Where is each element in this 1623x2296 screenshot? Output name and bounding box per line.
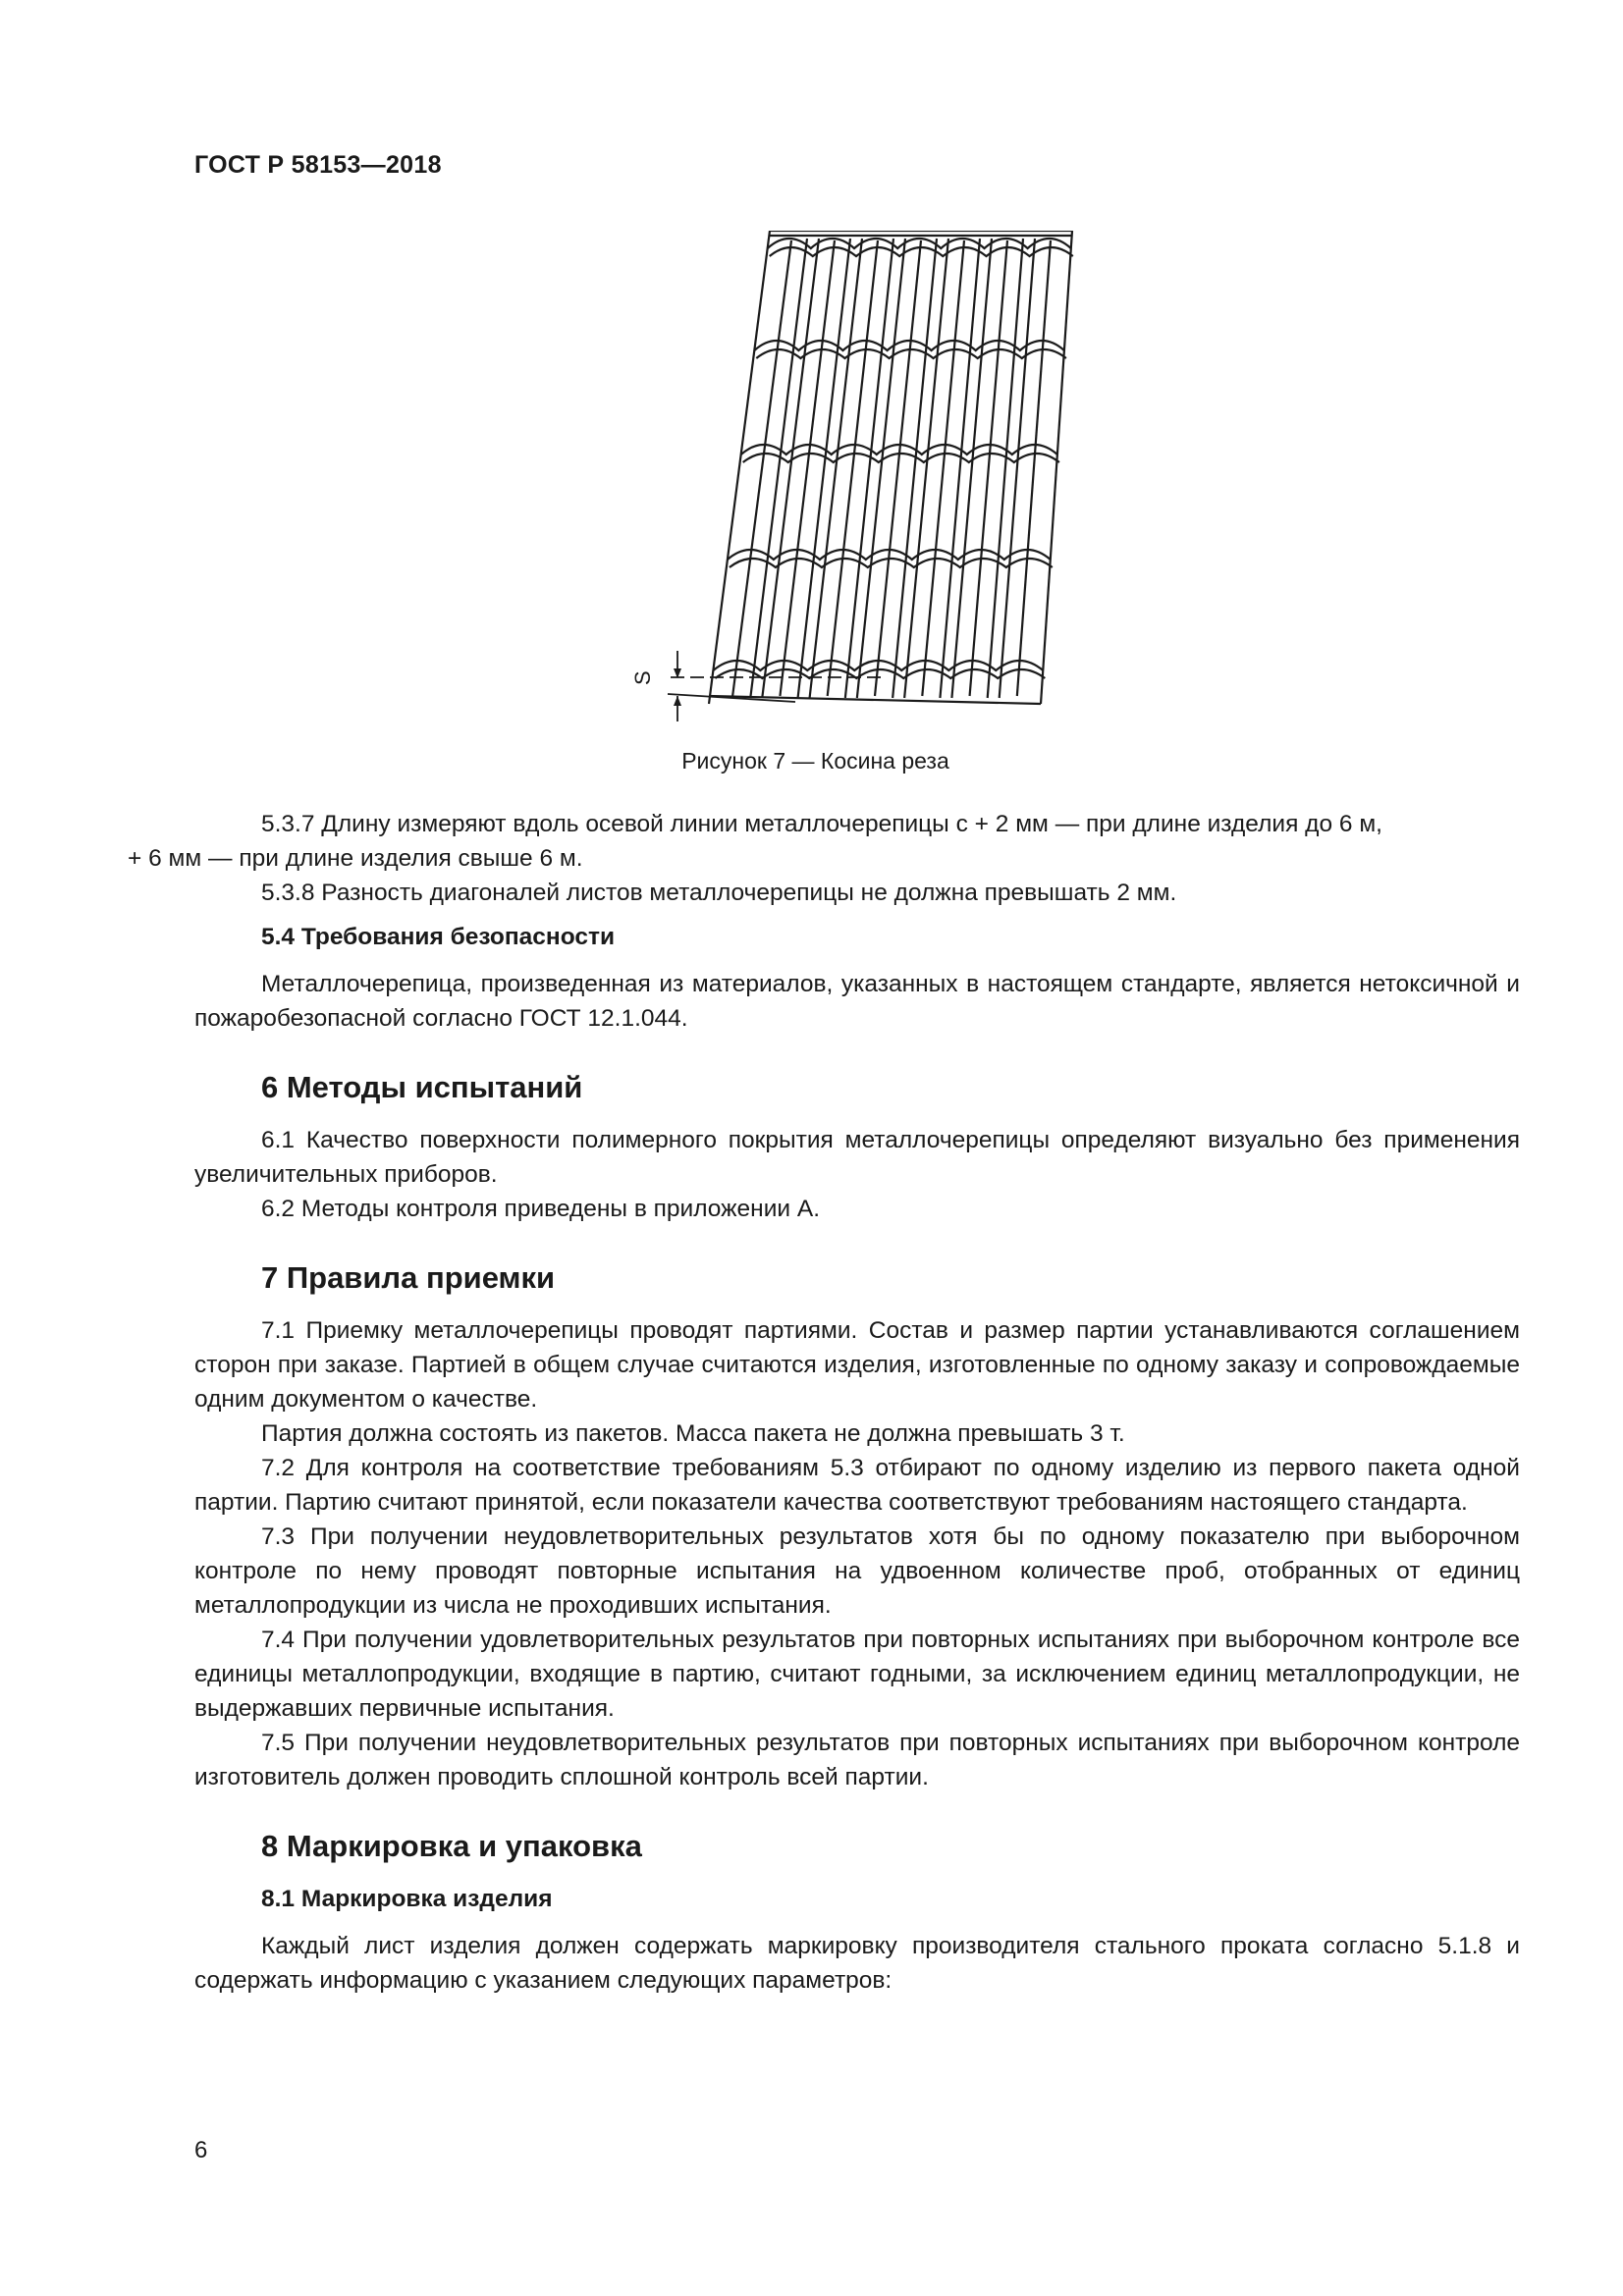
document-header: ГОСТ Р 58153—2018	[194, 151, 442, 179]
tile-stroke	[798, 239, 850, 698]
heading-section-7: 7 Правила приемки	[261, 1260, 556, 1295]
paragraph-5-3-8: 5.3.8 Разность диагоналей листов металлочерепицы не должна превышать 2 мм.	[261, 880, 1177, 906]
paragraph-7-5: 7.5 При получении неудовлетворительных результатов при повторных испытаниях при выборочном контроле изготовитель должен проводить сплошной контроль всей партии.	[194, 1730, 1520, 1790]
heading-section-6: 6 Методы испытаний	[261, 1070, 583, 1104]
document-body	[128, 807, 1520, 1998]
tile-stroke	[732, 240, 791, 696]
heading-section-8: 8 Маркировка и упаковка	[261, 1829, 642, 1863]
paragraph-5-3-7: 5.3.7 Длину измеряют вдоль осевой линии металлочерепицы с + 2 мм — при длине изделия до 6 м, + 6 мм — при длине изделия свыше 6 м.	[128, 811, 1382, 872]
heading-5-4: 5.4 Требования безопасности	[261, 924, 616, 950]
tile-stroke	[709, 231, 770, 704]
page-number: 6	[194, 2137, 208, 2163]
paragraph-7-2: 7.2 Для контроля на соответствие требованиям 5.3 отбирают по одному изделию из первого пакета одной партии. Партию считают принятой, если показатели качества соответствуют требованиям настоящего стандарта.	[194, 1455, 1520, 1516]
paragraph-7-1: 7.1 Приемку металлочерепицы проводят партиями. Состав и размер партии устанавливаются соглашением сторон при заказе. Партией в общем случае считаются изделия, изготовленные по одному заказу и сопровождаемые одним документом о качестве.	[194, 1317, 1520, 1413]
paragraph-7-1-b: Партия должна состоять из пакетов. Масса пакета не должна превышать 3 т.	[261, 1420, 1125, 1447]
tile-stroke	[762, 239, 819, 698]
roof-tile-drawing	[628, 231, 1080, 721]
paragraph-7-3: 7.3 При получении неудовлетворительных результатов хотя бы по одному показателю при выборочном контроле по нему проводят повторные испытания на удвоенном количестве проб, отобранных от единиц металлопродукции из числа не проходивших испытания.	[194, 1523, 1520, 1619]
tile-stroke	[970, 240, 1007, 696]
tile-stroke	[780, 240, 835, 696]
dimension-label-s: S	[630, 670, 655, 685]
figure-roof-tile-skew-cut	[628, 231, 1080, 721]
tile-stroke	[940, 239, 980, 698]
paragraph-5-4: Металлочерепица, произведенная из материалов, указанных в настоящем стандарте, является нетоксичной и пожаробезопасной согласно ГОСТ 12.1.044.	[194, 971, 1520, 1032]
paragraph-7-4: 7.4 При получении удовлетворительных результатов при повторных испытаниях при выборочном контроле все единицы металлопродукции, входящие в партию, считают годными, за исключением единиц металлопродукции, не выдержавших первичные испытания.	[194, 1627, 1520, 1722]
paragraph-6-1: 6.1 Качество поверхности полимерного покрытия металлочерепицы определяют визуально без применения увеличительных приборов.	[194, 1127, 1520, 1188]
paragraph-6-2: 6.2 Методы контроля приведены в приложении А.	[261, 1196, 821, 1222]
paragraph-8-1: Каждый лист изделия должен содержать маркировку производителя стального проката согласно 5.1.8 и содержать информацию с указанием следующих параметров:	[194, 1933, 1520, 1994]
figure-caption: Рисунок 7 — Косина реза	[681, 748, 949, 774]
tile-stroke	[904, 239, 948, 698]
heading-8-1: 8.1 Маркировка изделия	[261, 1886, 553, 1912]
